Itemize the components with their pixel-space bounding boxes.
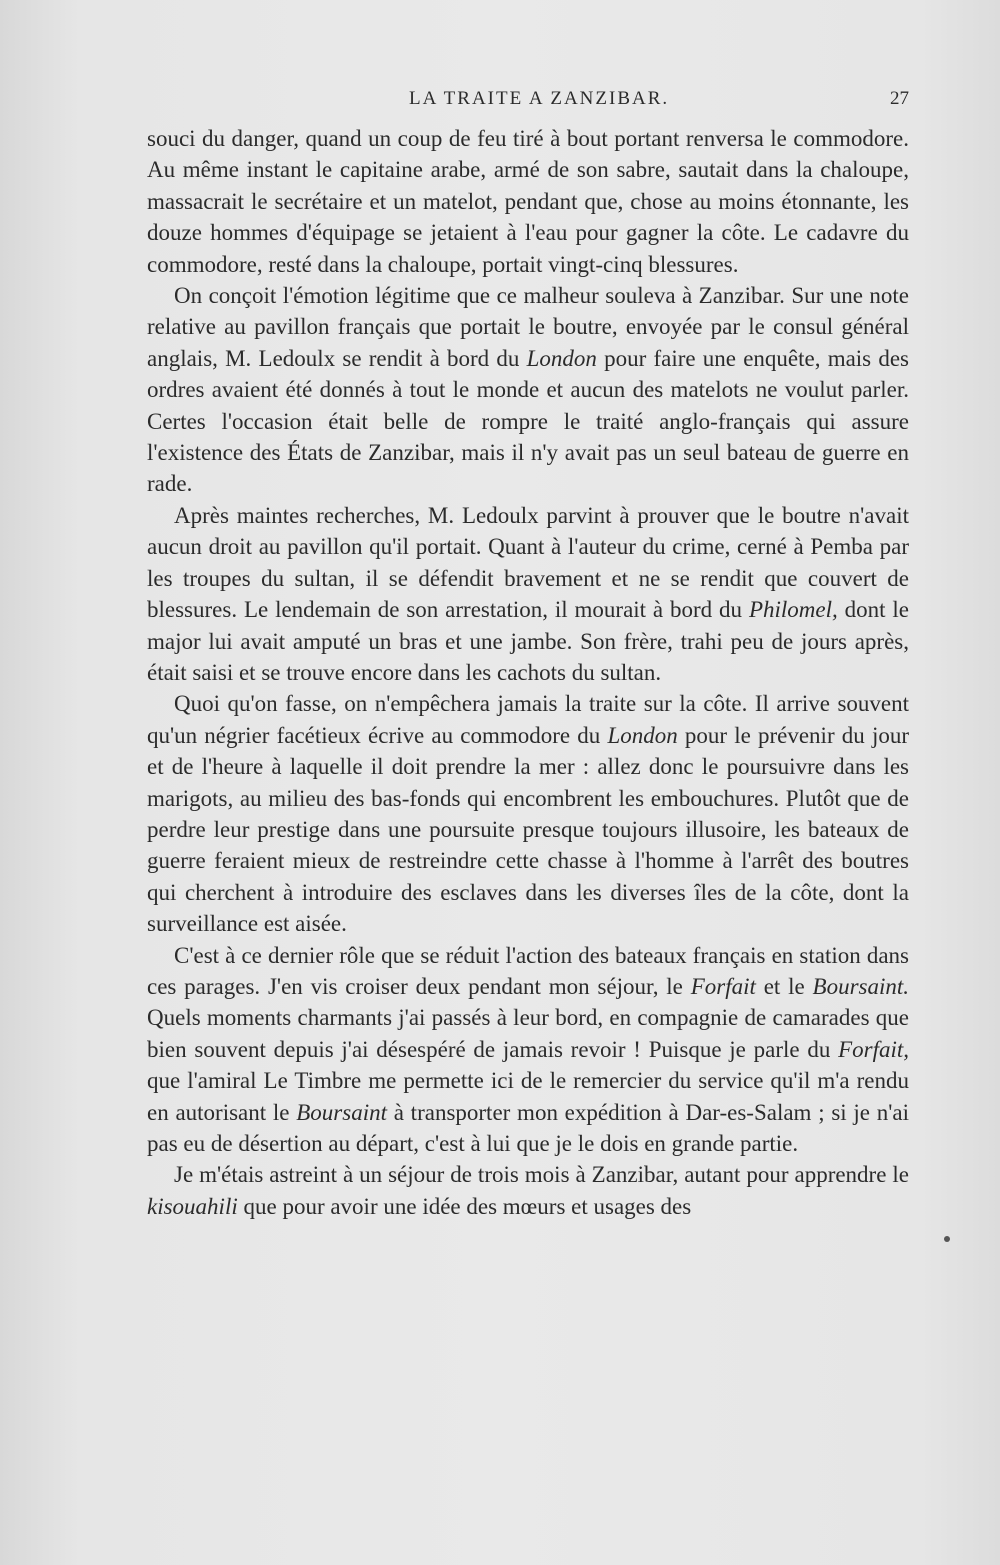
text-run: pour faire une enquête, mais des ordres avaient été donnés à tout le monde et aucun des matelots ne voulut parler. Certes l'occasion était belle de rompre le traité anglo-français qui assure l'existence des États de Zanzibar, mais il n'y avait pas un seul bateau de guerre en rade.	[147, 345, 910, 497]
text-run: Quoi qu'on fasse, on n'empêchera jamais la traite sur la côte. Il arrive souvent qu'un négrier facétieux écrive au commodore du	[147, 691, 909, 748]
paragraph	[147, 500, 909, 688]
body-text	[147, 123, 909, 1222]
text-run: Après maintes recherches, M. Ledoulx parvint à prouver que le boutre n'avait aucun droit au pavillon qu'il portait. Quant à l'auteur du crime, cerné à Pemba par les troupes du sultan, il se défendit bravement et ne se rendit que couvert de blessures. Le lendemain de son arrestation, il mourait à bord du	[147, 502, 909, 623]
text-run: que l'amiral Le Timbre me permette ici de le remercier du service qu'il m'a rendu en autorisant le	[147, 1068, 909, 1125]
text-run: Quels moments charmants j'ai passés à leur bord, en compagnie de camarades que bien souvent depuis j'ai désespéré de jamais revoir ! Puisque je parle du	[147, 1005, 909, 1062]
text-run: On conçoit l'émotion légitime que ce malheur souleva à Zanzibar. Sur une note relative au pavillon français que portait le boutre, envoyée par le consul général anglais, M. Ledoulx se rendit à bord du	[147, 283, 909, 371]
ship-name-forfait: Forfait,	[838, 1036, 909, 1062]
text-run: C'est à ce dernier rôle que se réduit l'action des bateaux français en station dans ces parages. J'en vis croiser deux pendant mon séjour, le	[147, 942, 909, 999]
margin-dot	[944, 1236, 950, 1242]
ship-name-london: London	[526, 345, 597, 371]
ship-name-london: London	[607, 722, 678, 748]
paragraph	[147, 688, 909, 939]
ship-name-boursaint: Boursaint	[296, 1099, 387, 1125]
ship-name-forfait: Forfait	[690, 973, 756, 999]
text-run: que pour avoir une idée des mœurs et usages des	[237, 1193, 692, 1219]
word-kisouahili: kisouahili	[147, 1193, 238, 1219]
text-run: Je m'étais astreint à un séjour de trois mois à Zanzibar, autant pour apprendre le	[174, 1162, 909, 1188]
text-run: et le	[755, 973, 813, 999]
text-run: souci du danger, quand un coup de feu tiré à bout portant renversa le commodore. Au même instant le capitaine arabe, armé de son sabre, sautait dans la chaloupe, massacrait le secrétaire et un matelot, pendant que, chose au moins étonnante, les douze hommes d'équipage se jetaient à l'eau pour gagner la côte. Le cadavre du commodore, resté dans la chaloupe, portait vingt-cinq blessures.	[147, 126, 909, 277]
running-head	[147, 88, 909, 112]
paragraph	[147, 280, 909, 500]
running-title: LA TRAITE A ZANZIBAR.	[409, 88, 670, 109]
text-run: pour le prévenir du jour et de l'heure à laquelle il doit prendre la mer : allez donc le poursuivre dans les marigots, au milieu des bas-fonds qui encombrent les embouchures. Plutôt que de perdre leur prestige dans une poursuite presque toujours illusoire, les bateaux de guerre feraient mieux de restreindre cette chasse à l'homme à l'arrêt des boutres qui cherchent à introduire des esclaves dans les diverses îles de la côte, dont la surveillance est aisée.	[147, 722, 909, 937]
paragraph	[147, 123, 909, 280]
paragraph	[147, 1159, 909, 1222]
text-run: à transporter mon expédition à Dar-es-Salam ; si je n'ai pas eu de désertion au départ, c'est à lui que je le dois en grande partie.	[147, 1099, 909, 1156]
ship-name-philomel: Philomel,	[748, 597, 838, 623]
paragraph	[147, 940, 909, 1160]
text-run: dont le major lui avait amputé un bras et une jambe. Son frère, trahi peu de jours après, était saisi et se trouve encore dans les cachots du sultan.	[147, 597, 909, 685]
ship-name-boursaint: Boursaint.	[812, 973, 909, 999]
page-number: 27	[890, 88, 909, 109]
